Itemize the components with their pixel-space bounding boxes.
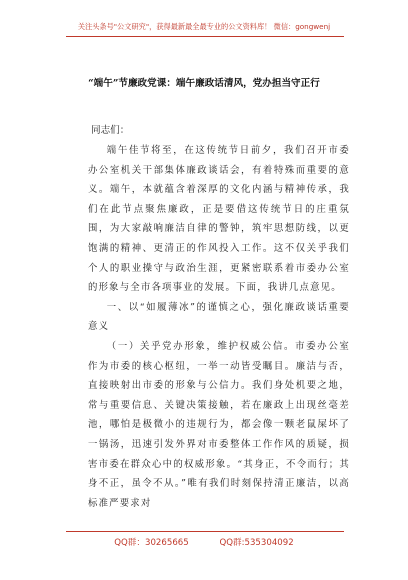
header-banner: 关注头条号"公文研究"，获得最新最全最专业的公文资料库！ 微信：gongwenj xyxy=(77,22,331,31)
footer-divider xyxy=(66,531,344,532)
header-divider xyxy=(66,36,344,37)
section-heading: 一、以“如履薄冰”的谨慎之心，强化廉政谈话重要意义 xyxy=(88,301,350,333)
paragraph-intro: 端午佳节将至，在这传统节日前夕，我们召开市委办公室机关干部集体廉政谈话会，有着特殊而重要的意义。端午，本就蕴含着深厚的文化内涵与精神传承，我们在此节点聚焦廉政，正是要借这传统节日的庄重氛围，为大家敲响廉洁自律的警钟，筑牢思想防线，以更饱满的精神、更清正的作风投入工作。这不仅关乎我们个人的职业操守与政治生涯，更紧密联系着市委办公室的形象与全市各项事业的发展。下面，我讲几点意见。 xyxy=(88,145,350,294)
footer xyxy=(0,536,408,548)
document-body xyxy=(88,141,350,513)
footer-qq-group-1: QQ群：30265665 xyxy=(114,538,189,548)
paragraph-subsection-1: （一）关乎党办形象，维护权威公信。市委办公室作为市委的核心枢纽，一举一动皆受瞩目。廉洁与否，直接映射出市委的形象与公信力。我们身处机要之地，常与重要信息、关键决策接触，若在廉政上出现丝毫差池，哪怕是极微小的违规行为，都会像一颗老鼠屎坏了一锅汤，迅速引发外界对市委整体工作作风的质疑，损害市委在群众心中的权威形象。“其身正，不令而行；其身不正，虽令不从。”唯有我们时刻保持清正廉洁，以高标准严要求对 xyxy=(88,340,350,509)
document-title: “端午”节廉政党课：端午廉政话清风，党办担当守正行 xyxy=(88,78,320,89)
footer-qq-group-2: QQ群:535304092 xyxy=(219,538,294,548)
salutation: 同志们： xyxy=(91,125,130,136)
